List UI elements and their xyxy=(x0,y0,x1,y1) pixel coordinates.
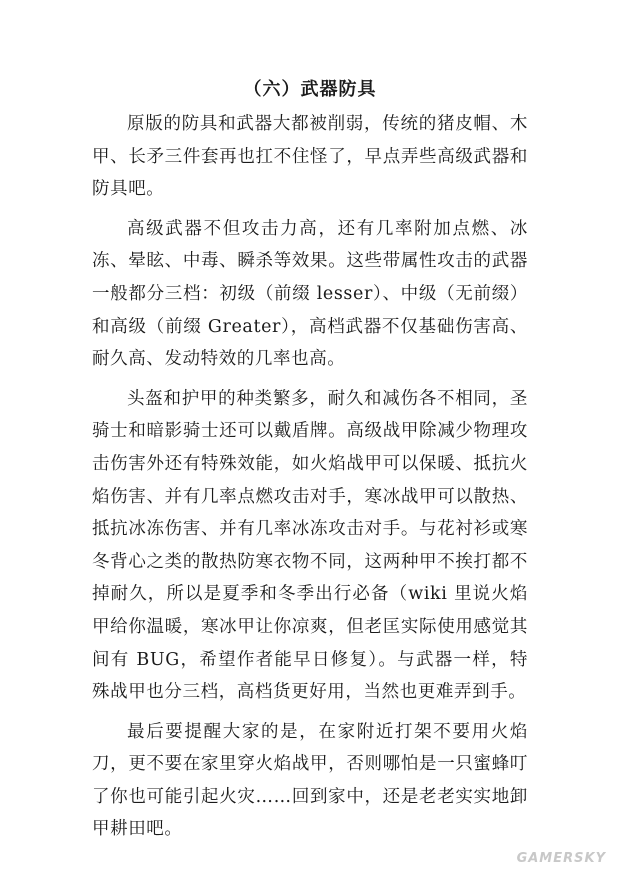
section-heading: （六）武器防具 xyxy=(243,79,377,100)
paragraph-3: 头盔和护甲的种类繁多，耐久和减伤各不相同，圣骑士和暗影骑士还可以戴盾牌。高级战甲除减少物理攻击伤害外还有特殊效能，如火焰战甲可以保暖、抵抗火焰伤害、并有几率点燃攻击对手，寒冰战甲可以散热、抵抗冰冻伤害、并有几率冰冻攻击对手。与花衬衫或寒冬背心之类的散热防寒衣物不同，这两种甲不挨打都不掉耐久，所以是夏季和冬季出行必备（wiki 里说火焰甲给你温暖，寒冰甲让你凉爽，但老匡实际使用感觉其间有 BUG，希望作者能早日修复）。与武器一样，特殊战甲也分三档，高档货更好用，当然也更难弄到手。 xyxy=(92,388,528,703)
body-text xyxy=(92,108,528,853)
watermark-logo: GAMERSKY xyxy=(516,851,606,866)
paragraph-1: 原版的防具和武器大都被削弱，传统的猪皮帽、木甲、长矛三件套再也扛不住怪了，早点弄些高级武器和防具吧。 xyxy=(92,114,528,200)
paragraph-4: 最后要提醒大家的是，在家附近打架不要用火焰刀，更不要在家里穿火焰战甲，否则哪怕是一只蜜蜂叮了你也可能引起火灾……回到家中，还是老老实实地卸甲耕田吧。 xyxy=(92,721,528,840)
paragraph-2: 高级武器不但攻击力高，还有几率附加点燃、冰冻、晕眩、中毒、瞬杀等效果。这些带属性攻击的武器一般都分三档：初级（前缀 lesser）、中级（无前缀）和高级（前缀 Greater），高档武器不仅基础伤害高、耐久高、发动特效的几率也高。 xyxy=(92,218,528,370)
